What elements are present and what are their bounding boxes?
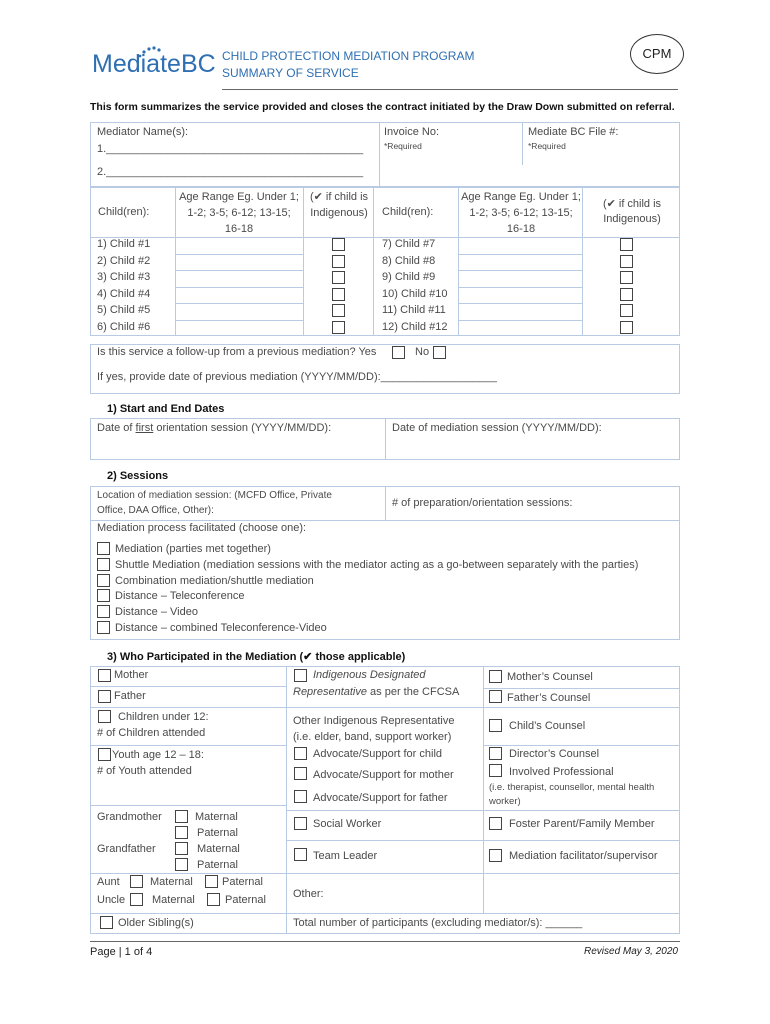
childs-counsel-checkbox[interactable]: [489, 719, 502, 732]
child-label-right: 9) Child #9: [382, 271, 436, 283]
footer-rule: [90, 941, 680, 942]
process-label: Mediation process facilitated (choose one):: [97, 522, 307, 534]
mothers-counsel-label: Mother’s Counsel: [507, 671, 593, 683]
grandfather-paternal-label: Paternal: [197, 859, 238, 871]
age-range-field-right[interactable]: [459, 254, 581, 270]
grandfather-label: Grandfather: [97, 843, 156, 855]
social-worker-checkbox[interactable]: [294, 817, 307, 830]
advocate-child-label: Advocate/Support for child: [313, 748, 443, 760]
file-required: *Required: [528, 141, 566, 151]
aunt-maternal-label: Maternal: [150, 876, 193, 888]
indigenous-checkbox-left[interactable]: [332, 271, 345, 284]
child-label-right: 10) Child #10: [382, 287, 448, 300]
fathers-counsel-label: Father’s Counsel: [507, 692, 591, 704]
prep-sessions-label[interactable]: # of preparation/orientation sessions:: [392, 497, 573, 509]
team-leader-checkbox[interactable]: [294, 848, 307, 861]
grandmother-paternal-checkbox[interactable]: [175, 826, 188, 839]
foster-parent-label: Foster Parent/Family Member: [509, 818, 655, 830]
form-subtitle: SUMMARY OF SERVICE: [222, 66, 359, 80]
file-label[interactable]: Mediate BC File #:: [528, 126, 619, 138]
age-range-field-right[interactable]: [459, 287, 581, 303]
other-label[interactable]: Other:: [293, 888, 324, 900]
aunt-paternal-label: Paternal: [222, 876, 263, 888]
section-3-heading: 3) Who Participated in the Mediation (✔ those applicable): [107, 651, 406, 663]
indigenous-checkbox-left[interactable]: [332, 238, 345, 251]
followup-no-checkbox[interactable]: [433, 346, 446, 359]
grandfather-maternal-label: Maternal: [197, 843, 240, 855]
grandmother-label: Grandmother: [97, 811, 162, 823]
older-sibling-checkbox[interactable]: [100, 916, 113, 929]
process-option-label: Combination mediation/shuttle mediation: [115, 574, 314, 587]
advocate-father-checkbox[interactable]: [294, 790, 307, 803]
indigenous-rep-suffix: as per the CFCSA: [367, 686, 460, 698]
indigenous-checkbox-left[interactable]: [332, 304, 345, 317]
followup-date[interactable]: If yes, provide date of previous mediation (YYYY/MM/DD):___________________: [97, 371, 497, 383]
advocate-mother-label: Advocate/Support for mother: [313, 769, 454, 781]
total-participants-label[interactable]: Total number of participants (excluding mediator/s): ______: [293, 917, 583, 929]
advocate-child-checkbox[interactable]: [294, 747, 307, 760]
age-range-field-left[interactable]: [176, 320, 302, 336]
indigenous-checkbox-left[interactable]: [332, 321, 345, 334]
child-label-right: 8) Child #8: [382, 254, 436, 267]
cpm-badge-text: CPM: [642, 46, 672, 61]
followup-question: Is this service a follow-up from a previous mediation? Yes: [97, 346, 377, 358]
age-range-field-left[interactable]: [176, 303, 302, 319]
col-age-right: Age Range Eg. Under 1; 1-2; 3-5; 6-12; 13-15; 16-18: [461, 191, 581, 235]
grandfather-paternal-checkbox[interactable]: [175, 858, 188, 871]
directors-counsel-label: Director’s Counsel: [509, 748, 600, 760]
mediation-facilitator-checkbox[interactable]: [489, 849, 502, 862]
uncle-label: Uncle: [97, 894, 126, 906]
indigenous-checkbox-right[interactable]: [620, 255, 633, 268]
invoice-required: *Required: [384, 141, 422, 151]
children-attended-label[interactable]: # of Children attended: [97, 727, 206, 739]
age-range-field-right[interactable]: [459, 320, 581, 336]
mother-checkbox[interactable]: [98, 669, 111, 682]
uncle-paternal-label: Paternal: [225, 894, 266, 906]
process-option-checkbox[interactable]: [97, 558, 110, 571]
col-children-left: Child(ren):: [98, 206, 150, 218]
indigenous-checkbox-right[interactable]: [620, 238, 633, 251]
header-rule: [222, 89, 678, 90]
uncle-maternal-checkbox[interactable]: [130, 893, 143, 906]
invoice-label[interactable]: Invoice No:: [384, 126, 440, 138]
father-checkbox[interactable]: [98, 690, 111, 703]
father-label: Father: [114, 690, 146, 702]
age-range-field-right[interactable]: [459, 270, 581, 286]
aunt-label: Aunt: [97, 876, 120, 888]
involved-professional-note-a: (i.e. therapist, counsellor, mental health: [489, 782, 655, 793]
indigenous-rep-label-b: [293, 686, 459, 698]
other-indigenous-label-b: (i.e. elder, band, support worker): [293, 731, 452, 743]
process-option-checkbox[interactable]: [97, 574, 110, 587]
foster-parent-checkbox[interactable]: [489, 817, 502, 830]
aunt-paternal-checkbox[interactable]: [205, 875, 218, 888]
involved-professional-label: Involved Professional: [509, 766, 614, 778]
social-worker-label: Social Worker: [313, 818, 382, 830]
first-underlined: first: [135, 422, 154, 434]
page-number: Page | 1 of 4: [90, 946, 153, 958]
child-label-left: 5) Child #5: [97, 304, 151, 316]
revised-date: Revised May 3, 2020: [584, 946, 678, 957]
intro-text: This form summarizes the service provided and closes the contract initiated by the Draw Down submitted on referral.: [90, 101, 675, 113]
logo: [92, 44, 216, 80]
child-label-left: 3) Child #3: [97, 271, 151, 283]
grandmother-maternal-checkbox[interactable]: [175, 810, 188, 823]
uncle-paternal-checkbox[interactable]: [207, 893, 220, 906]
first-session-pre: Date of: [97, 422, 136, 434]
indigenous-checkbox-right[interactable]: [620, 304, 633, 317]
youth-label: Youth age 12 – 18:: [112, 749, 204, 761]
grandfather-maternal-checkbox[interactable]: [175, 842, 188, 855]
child-label-left: 4) Child #4: [97, 287, 151, 300]
mediator-line-1[interactable]: 1.__________________________________________: [97, 143, 364, 155]
logo-text: MediateBC: [92, 50, 216, 78]
followup-yes-checkbox[interactable]: [392, 346, 405, 359]
mediator-line-2[interactable]: 2.__________________________________________: [97, 166, 364, 178]
mediator-names-label: Mediator Name(s):: [97, 126, 189, 138]
indigenous-rep-label-a: Indigenous Designated: [313, 669, 426, 681]
indigenous-checkbox-right[interactable]: [620, 288, 633, 301]
child-label-left: 6) Child #6: [97, 320, 151, 333]
process-option-label: Distance – combined Teleconference-Video: [115, 622, 327, 634]
process-option-label: Mediation (parties met together): [115, 543, 271, 555]
age-range-field-left[interactable]: [176, 270, 302, 286]
age-range-field-right[interactable]: [459, 237, 581, 253]
col-indigenous-right: (✔ if child is Indigenous): [602, 198, 662, 225]
process-option-label: Distance – Teleconference: [115, 590, 245, 603]
child-label-right: 7) Child #7: [382, 238, 436, 250]
process-option-checkbox[interactable]: [97, 542, 110, 555]
fathers-counsel-checkbox[interactable]: [489, 690, 502, 703]
advocate-mother-checkbox[interactable]: [294, 767, 307, 780]
other-indigenous-label-a: Other Indigenous Representative: [293, 715, 455, 727]
cpm-badge: [630, 34, 684, 74]
directors-counsel-checkbox[interactable]: [489, 747, 502, 760]
child-label-left: 2) Child #2: [97, 254, 151, 267]
mothers-counsel-checkbox[interactable]: [489, 670, 502, 683]
youth-attended-label[interactable]: # of Youth attended: [97, 765, 192, 777]
location-label-b: Office, DAA Office, Other):: [97, 505, 214, 516]
age-range-field-left[interactable]: [176, 287, 302, 303]
indigenous-rep-italic: Representative: [293, 686, 367, 698]
child-label-right: 12) Child #12: [382, 320, 448, 333]
followup-no-label: No: [415, 346, 430, 358]
uncle-maternal-label: Maternal: [152, 894, 195, 906]
grandmother-maternal-label: Maternal: [195, 811, 238, 823]
col-children-right: Child(ren):: [382, 206, 434, 218]
aunt-maternal-checkbox[interactable]: [130, 875, 143, 888]
first-session-post: orientation session (YYYY/MM/DD):: [153, 422, 332, 434]
location-label-a[interactable]: Location of mediation session: (MCFD Office, Private: [97, 490, 332, 501]
indigenous-checkbox-left[interactable]: [332, 288, 345, 301]
childs-counsel-label: Child’s Counsel: [509, 720, 586, 732]
indigenous-rep-checkbox[interactable]: [294, 669, 307, 682]
process-option-checkbox[interactable]: [97, 605, 110, 618]
indigenous-checkbox-right[interactable]: [620, 321, 633, 334]
section-1-heading: 1) Start and End Dates: [107, 403, 225, 415]
age-range-field-left[interactable]: [176, 254, 302, 270]
child-label-left: 1) Child #1: [97, 238, 151, 250]
col-age-left: Age Range Eg. Under 1; 1-2; 3-5; 6-12; 13-15; 16-18: [179, 191, 299, 235]
children-under-12-checkbox[interactable]: [98, 710, 111, 723]
mother-label: Mother: [114, 669, 149, 681]
process-option-checkbox[interactable]: [97, 621, 110, 634]
age-range-field-left[interactable]: [176, 237, 302, 253]
process-option-label: Shuttle Mediation (mediation sessions with the mediator acting as a go-between separately with the parties): [115, 558, 639, 571]
col-indigenous-left: (✔ if child is Indigenous): [309, 191, 369, 219]
youth-checkbox[interactable]: [98, 748, 111, 761]
advocate-father-label: Advocate/Support for father: [313, 792, 448, 804]
process-option-label: Distance – Video: [115, 606, 198, 619]
grandmother-paternal-label: Paternal: [197, 827, 238, 839]
involved-professional-checkbox[interactable]: [489, 764, 502, 777]
indigenous-checkbox-right[interactable]: [620, 271, 633, 284]
team-leader-label: Team Leader: [313, 850, 378, 862]
involved-professional-note-b: worker): [489, 796, 521, 807]
first-session-date-label[interactable]: [97, 422, 331, 434]
older-sibling-label: Older Sibling(s): [118, 917, 194, 929]
children-under-12-label: Children under 12:: [118, 711, 209, 723]
section-2-heading: 2) Sessions: [107, 470, 169, 482]
mediation-facilitator-label: Mediation facilitator/supervisor: [509, 850, 658, 862]
process-option-checkbox[interactable]: [97, 589, 110, 602]
age-range-field-right[interactable]: [459, 303, 581, 319]
child-label-right: 11) Child #11: [382, 304, 446, 316]
program-title: CHILD PROTECTION MEDIATION PROGRAM: [222, 49, 475, 63]
indigenous-checkbox-left[interactable]: [332, 255, 345, 268]
mediation-date-label[interactable]: Date of mediation session (YYYY/MM/DD):: [392, 422, 602, 434]
